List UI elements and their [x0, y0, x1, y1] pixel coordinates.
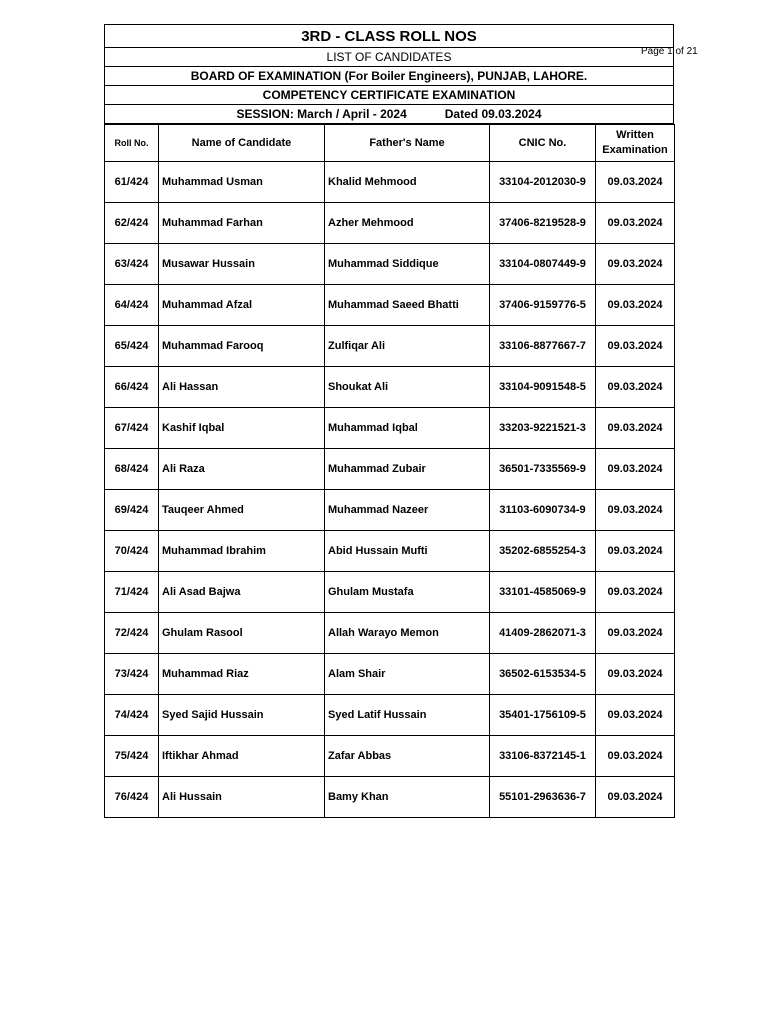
cell-written-date: 09.03.2024: [596, 162, 675, 203]
cell-written-date: 09.03.2024: [596, 326, 675, 367]
cell-roll-number: 76/424: [105, 777, 159, 818]
cell-candidate-name: Muhammad Farhan: [159, 203, 325, 244]
cell-candidate-name: Muhammad Ibrahim: [159, 531, 325, 572]
cell-candidate-name: Ali Raza: [159, 449, 325, 490]
board-name: BOARD OF EXAMINATION (For Boiler Engineers), PUNJAB, LAHORE.: [104, 67, 674, 86]
cell-roll-number: 66/424: [105, 367, 159, 408]
session-line: [104, 105, 674, 124]
table-row: [105, 490, 675, 531]
cell-cnic: 33203-9221521-3: [490, 408, 596, 449]
table-row: [105, 367, 675, 408]
cell-cnic: 35202-6855254-3: [490, 531, 596, 572]
cell-written-date: 09.03.2024: [596, 367, 675, 408]
cell-candidate-name: Muhammad Farooq: [159, 326, 325, 367]
cell-roll-number: 63/424: [105, 244, 159, 285]
cell-written-date: 09.03.2024: [596, 572, 675, 613]
table-row: [105, 244, 675, 285]
written-label-line1: Written: [616, 129, 654, 141]
cell-cnic: 33101-4585069-9: [490, 572, 596, 613]
table-row: [105, 449, 675, 490]
cell-father-name: Muhammad Zubair: [325, 449, 490, 490]
cell-candidate-name: Ali Asad Bajwa: [159, 572, 325, 613]
written-label-line2: Examination: [602, 144, 668, 156]
table-row: [105, 736, 675, 777]
cell-roll-number: 73/424: [105, 654, 159, 695]
cell-written-date: 09.03.2024: [596, 408, 675, 449]
cell-roll-number: 68/424: [105, 449, 159, 490]
dated-text: Dated 09.03.2024: [444, 107, 542, 121]
cell-cnic: 31103-6090734-9: [490, 490, 596, 531]
cell-roll-number: 65/424: [105, 326, 159, 367]
cell-father-name: Muhammad Iqbal: [325, 408, 490, 449]
table-row: [105, 162, 675, 203]
cell-father-name: Ghulam Mustafa: [325, 572, 490, 613]
cell-father-name: Alam Shair: [325, 654, 490, 695]
cell-cnic: 37406-8219528-9: [490, 203, 596, 244]
column-header-father: Father's Name: [325, 125, 490, 162]
table-body: [105, 162, 675, 818]
cell-father-name: Zafar Abbas: [325, 736, 490, 777]
cell-cnic: 36501-7335569-9: [490, 449, 596, 490]
cell-roll-number: 72/424: [105, 613, 159, 654]
cell-written-date: 09.03.2024: [596, 244, 675, 285]
cell-roll-number: 71/424: [105, 572, 159, 613]
cell-written-date: 09.03.2024: [596, 736, 675, 777]
sheet-title: 3RD - CLASS ROLL NOS: [104, 24, 674, 48]
cell-candidate-name: Muhammad Riaz: [159, 654, 325, 695]
cell-father-name: Zulfiqar Ali: [325, 326, 490, 367]
cell-written-date: 09.03.2024: [596, 613, 675, 654]
cell-cnic: 55101-2963636-7: [490, 777, 596, 818]
cell-candidate-name: Kashif Iqbal: [159, 408, 325, 449]
cell-cnic: 33104-0807449-9: [490, 244, 596, 285]
cell-candidate-name: Musawar Hussain: [159, 244, 325, 285]
cell-written-date: 09.03.2024: [596, 490, 675, 531]
cell-written-date: 09.03.2024: [596, 449, 675, 490]
cell-father-name: Muhammad Saeed Bhatti: [325, 285, 490, 326]
table-row: [105, 613, 675, 654]
cell-father-name: Syed Latif Hussain: [325, 695, 490, 736]
cell-father-name: Muhammad Nazeer: [325, 490, 490, 531]
cell-father-name: Bamy Khan: [325, 777, 490, 818]
cell-candidate-name: Ali Hassan: [159, 367, 325, 408]
table-row: [105, 285, 675, 326]
cell-roll-number: 69/424: [105, 490, 159, 531]
cell-father-name: Allah Warayo Memon: [325, 613, 490, 654]
cell-father-name: Azher Mehmood: [325, 203, 490, 244]
cell-father-name: Shoukat Ali: [325, 367, 490, 408]
cell-cnic: 37406-9159776-5: [490, 285, 596, 326]
table-row: [105, 777, 675, 818]
cell-written-date: 09.03.2024: [596, 654, 675, 695]
exam-name: COMPETENCY CERTIFICATE EXAMINATION: [104, 86, 674, 105]
table-row: [105, 572, 675, 613]
cell-written-date: 09.03.2024: [596, 695, 675, 736]
cell-father-name: Khalid Mehmood: [325, 162, 490, 203]
column-header-written: [596, 125, 675, 162]
cell-written-date: 09.03.2024: [596, 203, 675, 244]
table-row: [105, 326, 675, 367]
column-header-name: Name of Candidate: [159, 125, 325, 162]
candidates-table: [104, 124, 675, 818]
table-header-row: [105, 125, 675, 162]
table-row: [105, 408, 675, 449]
cell-cnic: 33106-8877667-7: [490, 326, 596, 367]
cell-cnic: 35401-1756109-5: [490, 695, 596, 736]
cell-cnic: 33104-9091548-5: [490, 367, 596, 408]
roll-number-sheet: [104, 24, 674, 818]
cell-roll-number: 75/424: [105, 736, 159, 777]
table-row: [105, 695, 675, 736]
cell-roll-number: 62/424: [105, 203, 159, 244]
cell-roll-number: 74/424: [105, 695, 159, 736]
table-row: [105, 531, 675, 572]
cell-candidate-name: Muhammad Usman: [159, 162, 325, 203]
cell-candidate-name: Ghulam Rasool: [159, 613, 325, 654]
cell-cnic: 36502-6153534-5: [490, 654, 596, 695]
cell-cnic: 41409-2862071-3: [490, 613, 596, 654]
table-row: [105, 654, 675, 695]
cell-candidate-name: Ali Hussain: [159, 777, 325, 818]
session-text: SESSION: March / April - 2024: [236, 107, 407, 121]
cell-roll-number: 61/424: [105, 162, 159, 203]
page-number: Page 1 of 21: [641, 46, 698, 57]
cell-cnic: 33106-8372145-1: [490, 736, 596, 777]
cell-cnic: 33104-2012030-9: [490, 162, 596, 203]
cell-roll-number: 70/424: [105, 531, 159, 572]
cell-roll-number: 67/424: [105, 408, 159, 449]
cell-written-date: 09.03.2024: [596, 285, 675, 326]
cell-candidate-name: Muhammad Afzal: [159, 285, 325, 326]
list-label: LIST OF CANDIDATES: [104, 48, 674, 67]
column-header-roll: Roll No.: [105, 125, 159, 162]
cell-written-date: 09.03.2024: [596, 531, 675, 572]
cell-father-name: Abid Hussain Mufti: [325, 531, 490, 572]
cell-written-date: 09.03.2024: [596, 777, 675, 818]
cell-candidate-name: Iftikhar Ahmad: [159, 736, 325, 777]
cell-candidate-name: Syed Sajid Hussain: [159, 695, 325, 736]
cell-roll-number: 64/424: [105, 285, 159, 326]
cell-candidate-name: Tauqeer Ahmed: [159, 490, 325, 531]
cell-father-name: Muhammad Siddique: [325, 244, 490, 285]
column-header-cnic: CNIC No.: [490, 125, 596, 162]
table-row: [105, 203, 675, 244]
